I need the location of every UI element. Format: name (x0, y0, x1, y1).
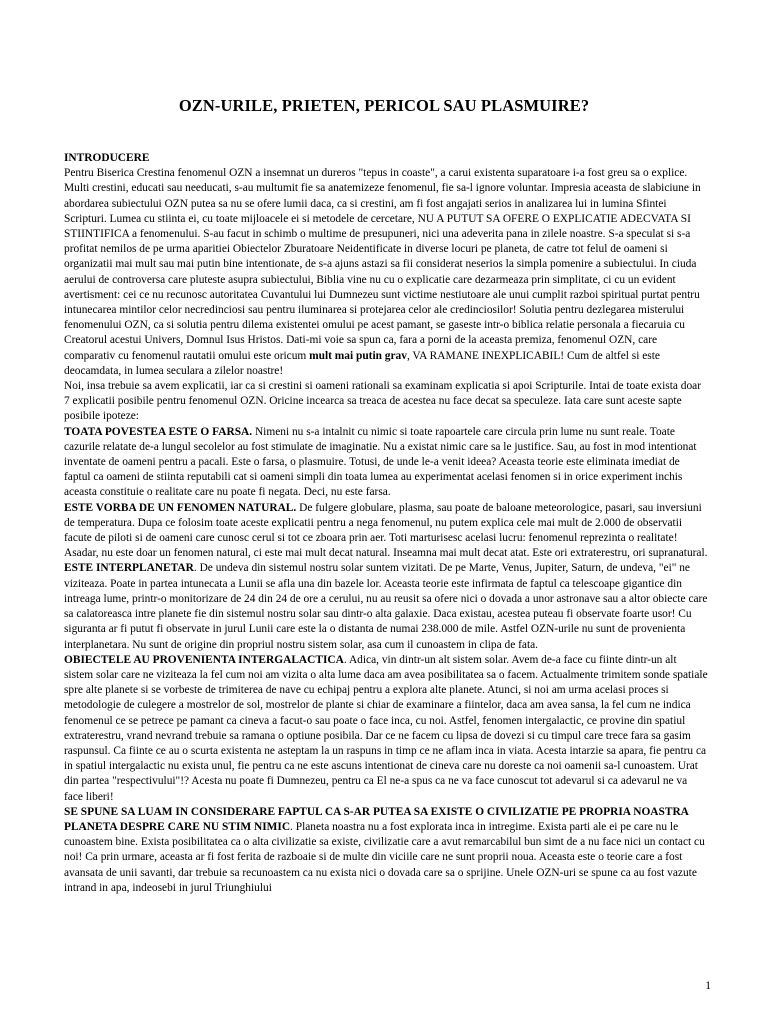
intro-text: Pentru Biserica Crestina fenomenul OZN a insemnat un dureros "tepus in coaste", a carui existenta suparatoare i-a fost greu sa o explice. Multi crestini, educati sau needucati, s-au multumit fie sa anatemizeze fenomenul, fie sa-l ignore voluntar. Impresia aceasta de slabiciune in abordarea subiectului OZN putea sa nu se ofere lumii daca, ca si crestini, am fi fost angajati serios in analizarea lui in lumina Sfintei Scripturi. Lumea cu stiinta ei, cu toate mijloacele ei si metodele de cercetare, NU A PUTUT SA OFERE O EXPLICATIE ADECVATA SI STIINTIFICA a fenomenului. S-au facut in schimb o multime de presupuneri, nici una adeverita pana in zilele noastre. S-a speculat si s-a profitat nemilos de pe urma aparitiei Obiectelor Zburatoare Neidentificate in diverse locuri pe planeta, de catre tot felul de oameni si organizatii mai mult sau mai putin bine intentionate, de s-a ajuns astazi sa fii considerat neserios la simpla pomenire a subiectului. In ciuda aerului de controversa care pluteste asupra subiectului, Biblia vine nu cu o explicatie care dezarmeaza prin simplitate, ci cu un evident avertisment: cei ce nu recunosc autoritatea Cuvantului lui Dumnezeu sunt victime nestiutoare ale unui cumplit razboi spiritual purtat pentru intunecarea mintilor celor necredinciosi sau pentru iluminarea si protejarea celor ale credinciosilor! Solutia pentru dezlegarea misterului fenomenului OZN, ca si solutia pentru dilema existentei omului pe acest pamant, se gaseste intr-o biblica relatie personala a fiecaruia cu Creatorul acestui Univers, Domnul Isus Hristos. Dati-mi voie sa spun ca, fara a porni de la aceasta premiza, fenomenul OZN, care comparativ cu fenomenul rautatii omului este oricum (64, 167, 701, 362)
intro-paragraph-2: Noi, insa trebuie sa avem explicatii, iar ca si crestini si oameni rationali sa examinam explicatia si apoi Scripturile. Intai de toate exista doar 7 explicatii posibile pentru fenomenul OZN. Oricine incearca sa treaca de acestea nu face decat sa speculeze. Iata care sunt aceste sapte posibile ipoteze: (64, 380, 702, 423)
intro-emphasis: mult mai putin grav (309, 349, 407, 362)
section-civilizatie (64, 805, 708, 896)
section-text: . De undeva din sistemul nostru solar suntem vizitati. De pe Marte, Venus, Jupiter, Saturn, de undeva, "ei" ne viziteaza. Poate in partea intunecata a Lunii se afla una din bazele lor. Aceasta teorie este infirmata de faptul ca telescoape gigantice din intreaga lume, printr-o monitorizare de 24 din 24 de ore a cerului, nu au reusit sa ofere nici o dovada a unor astronave sau a altor obiecte care sa calatoreasca intre planete fie din sistemul nostru solar sau dintr-o alta galaxie. Daca existau, acestea puteau fi observate foarte usor! Cu siguranta ar fi putut fi observate in jurul Lunii care este la o distanta de numai 238.000 de mile. Astfel OZN-urile nu sunt de provenienta interplanetara. Nu sunt de origine din propriul nostru sistem solar, asa cum il cunoastem in clipa de fata. (64, 562, 708, 651)
section-heading: ESTE VORBA DE UN FENOMEN NATURAL. (64, 501, 297, 514)
section-interplanetar (64, 561, 708, 652)
section-heading: TOATA POVESTEA ESTE O FARSA. (64, 425, 253, 438)
section-text: De fulgere globulare, plasma, sau poate de baloane meteorologice, pasari, sau inversiuni de temperatura. Dupa ce folosim toate aceste explicatii pentru a nega fenomenul, nu putem explica cele mai mult de 2.000 de observatii facute de piloti si de oameni care cunosc cerul si tot ce zboara prin aer. Toti marturisesc acelasi lucru: fenomenul reprezinta o realitate! (64, 501, 702, 545)
section-text: . Planeta noastra nu a fost explorata inca in intregime. Exista parti ale ei pe care nu le cunoastem bine. Exista posibilitatea ca o alta civilizatie sa existe, civilizatie care a avut remarcabilul bun simt de a nu face nici un contact cu noi! Ca prin urmare, aceasta ar fi fost ferita de razboaie si de multe din viciile care ne sunt proprii noua. Aceasta este o teorie care a fost avansata de unii savanti, dar trebuie sa recunoastem ca nu exista nici o dovada care sa o sprijine. Unele OZN-uri se spune ca au fost vazute intrand in apa, indeosebi in jurul Triunghiului (64, 820, 705, 894)
intro-heading: INTRODUCERE (64, 152, 150, 164)
section-heading: OBIECTELE AU PROVENIENTA INTERGALACTICA (64, 653, 344, 666)
section-fenomen-natural (64, 501, 708, 547)
section-text: Nimeni nu s-a intalnit cu nimic si toate rapoartele care circula prin lume nu sunt reale. Toate cazurile relatate de-a lungul secolelor au fost stimulate de imaginatie. Nu a existat nimic care sa le justifice. Sau, au fost in mod intentionat inventate de oameni pentru a pacali. Este o farsa, o plasmuire. Totusi, de unde le-a venit ideea? Aceasta teorie este eliminata imediat de faptul ca oameni de stiinta reputabili cat si oameni simpli din toata lumea au experimentat acelasi fenomen si in orice experiment inchis aceasta constituie o realitate care nu poate fi negata. Deci, nu este farsa. (64, 425, 697, 499)
section-heading: SE SPUNE SA LUAM IN CONSIDERARE FAPTUL CA S-AR PUTEA SA EXISTE O CIVILIZATIE PE PROPRIA NOASTRA PLANETA DESPRE CARE NU STIM NIMIC (64, 805, 689, 833)
section-fenomen-natural-extra: Asadar, nu este doar un fenomen natural, ci este mai mult decat natural. Inseamna mai mult decat atat. Este ori extraterestru, ori supranatural. (64, 547, 708, 560)
section-heading: ESTE INTERPLANETAR (64, 562, 194, 575)
section-text: . Adica, vin dintr-un alt sistem solar. Avem de-a face cu fiinte dintr-un alt sistem solar care ne viziteaza la fel cum noi am vizita o alta lume daca am avea posibilitatea sa o facem. Actualmente trimitem sonde spatiale spre alte planete si se vorbeste de trimiterea de nave cu echipaj pentru a explora alte planete. Atunci, si noi am urma acelasi proces si metodologie de culegere a mostrelor de sol, mostrelor de plante si chiar de examinare a fiintelor, daca am avea sansa, la fel cum ne indica fenomenul ce se petrece pe pamant ca cineva a facut-o sau poate o face inca, cu noi. Astfel, fenomen intergalactic, ce provine din spatiul extraterestru, vrand nevrand trebuie sa ramana o optiune posibila. Dar ce ne facem cu lipsa de dovezi si cu timpul care trece fara sa gasim raspunsul. Ca fiinte ce au o scurta existenta ne asteptam la un raspuns in timp ce ne aflam inca in viata. Acesta intarzie sa apara, fie pentru ca in spatiul intergalactic nu exista unul, fie pentru ca ne este ascuns intentionat de cineva care nu doreste ca noi oamenii sa-l cunoastem. Urat din partea "respectivului"!? Acesta nu poate fi Dumnezeu, pentru ca El ne-a spus ca ne va face cunoscut tot adevarul si ca adevarul ne va face liberi! (64, 653, 708, 803)
page-number: 1 (705, 980, 711, 992)
intro-paragraph (64, 166, 708, 379)
intro-text-end: , VA RAMANE INEXPLICABIL! Cum de altfel si este deocamdata, in lumea seculara a zilelor noastre! (64, 349, 660, 377)
section-farsa (64, 425, 708, 501)
document-body (64, 151, 708, 896)
page-title: OZN-URILE, PRIETEN, PERICOL SAU PLASMUIRE? (178, 96, 590, 115)
section-intergalactic (64, 653, 708, 805)
